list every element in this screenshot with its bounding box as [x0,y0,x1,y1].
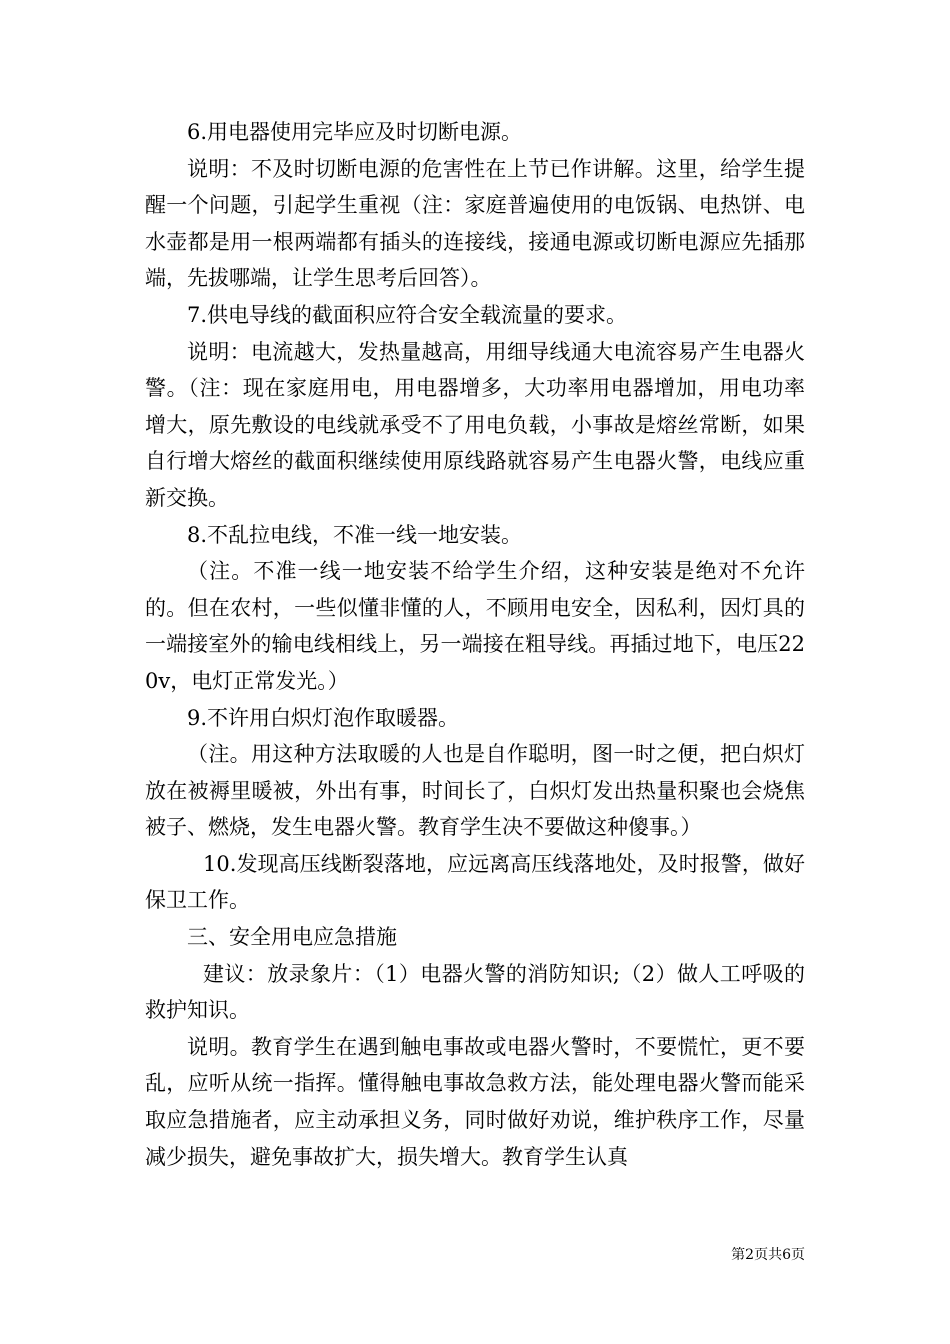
item-9-heading: 9.不许用白炽灯泡作取暖器。 [187,705,460,730]
section-3-suggestion: 建议：放录象片：（1）电器火警的消防知识;（2）做人工呼吸的救护知识。 [145,961,805,1023]
item-7-heading: 7.供电导线的截面积应符合安全载流量的要求。 [187,302,628,327]
item-6-heading: 6.用电器使用完毕应及时切断电源。 [187,120,523,144]
document-body [145,114,805,1175]
page-number-footer: 第2页共6页 [731,1247,805,1263]
item-7-explanation: 说明：电流越大，发热量越高，用细导线通大电流容易产生电器火警。（注：现在家庭用电，用电器增多，大功率用电器增加，用电功率增大，原先敷设的电线就承受不了用电负载，小事故是熔丝常断，如果自行增大熔丝的截面积继续使用原线路就容易产生电器火警，电线应重新交换。 [145,339,805,510]
item-6-explanation: 说明：不及时切断电源的危害性在上节已作讲解。这里，给学生提醒一个问题，引起学生重视（注：家庭普遍使用的电饭锅、电热饼、电水壶都是用一根两端都有插头的连接线，接通电源或切断电源应先插那端，先拔哪端，让学生思考后回答）。 [145,156,805,291]
section-3-heading: 三、安全用电应急措施 [187,925,397,950]
item-10-heading: 10.发现高压线断裂落地，应远离高压线落地处，及时报警，做好保卫工作。 [145,851,805,913]
item-8-note: （注。不准一线一地安装不给学生介绍，这种安装是绝对不允许的。但在农村，一些似懂非懂的人，不顾用电安全，因私利，因灯具的一端接室外的输电线相线上，另一端接在粗导线。再插过地下，电压220v，电灯正常发光。） [145,559,805,693]
item-8-heading: 8.不乱拉电线，不准一线一地安装。 [187,522,523,547]
item-9-note: （注。用这种方法取暖的人也是自作聪明，图一时之便，把白炽灯放在被褥里暖被，外出有事，时间长了，白炽灯发出热量积聚也会烧焦被子、燃烧，发生电器火警。教育学生决不要做这种傻事。） [145,742,805,840]
section-3-explanation: 说明。教育学生在遇到触电事故或电器火警时，不要慌忙，更不要乱，应听从统一指挥。懂得触电事故急救方法，能处理电器火警而能采取应急措施者，应主动承担义务，同时做好劝说，维护秩序工作，尽量减少损失，避免事故扩大，损失增大。教育学生认真 [145,1034,805,1169]
